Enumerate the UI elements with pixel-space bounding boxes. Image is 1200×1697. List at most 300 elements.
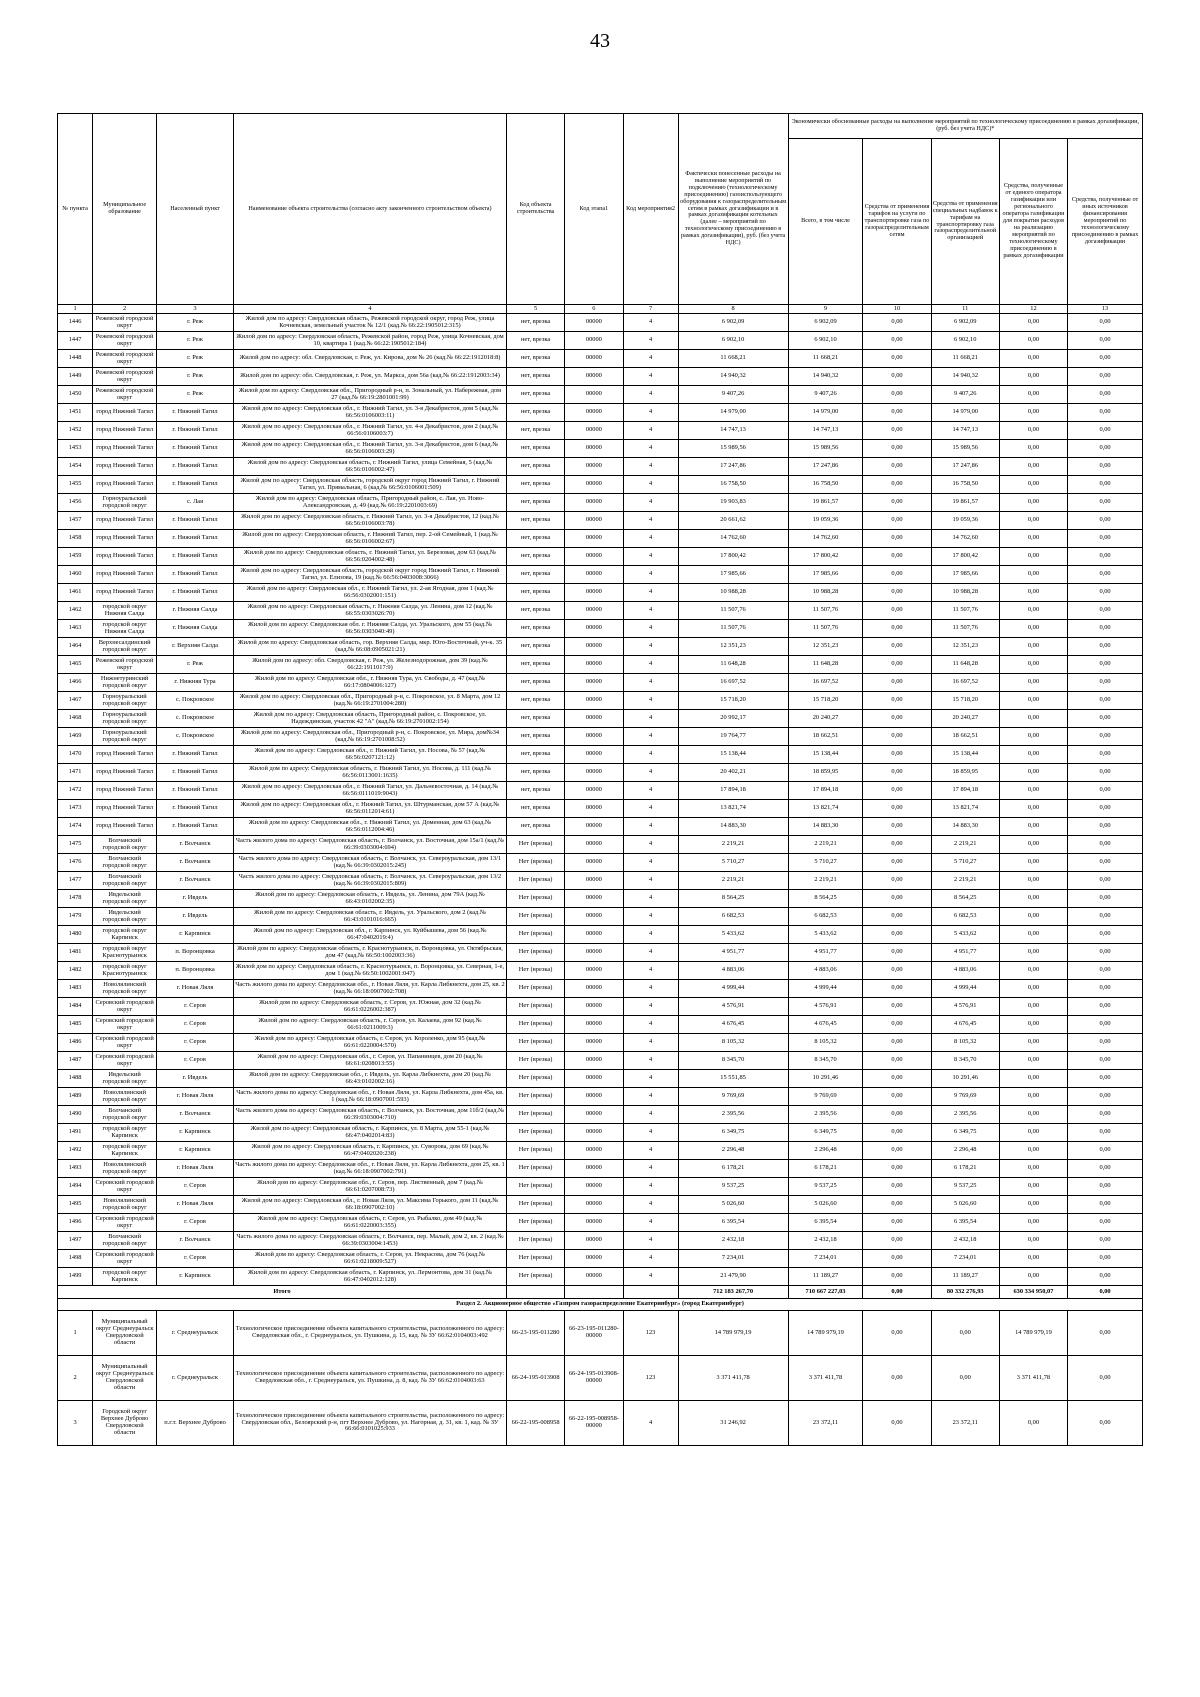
table-cell: 1459 [58, 548, 93, 566]
table-cell: 00000 [565, 494, 623, 512]
table-cell: 0,00 [999, 692, 1067, 710]
table-cell: 18 662,51 [931, 728, 999, 746]
table-cell: Жилой дом по адресу: Свердловская область, гор. Верхняя Салда, мкр. Юго-Восточный, уч-к. 35 (кад.№ 66:08:0905021:21) [234, 638, 507, 656]
table-cell: 0,00 [999, 1250, 1067, 1268]
table-cell: 16 758,50 [678, 476, 788, 494]
table-cell: 0,00 [863, 1196, 931, 1214]
table-cell: нет, врезка [506, 458, 564, 476]
table-cell: 2 296,48 [678, 1142, 788, 1160]
table-row [58, 1160, 1143, 1178]
table-cell: 0,00 [999, 422, 1067, 440]
table-cell: 1471 [58, 764, 93, 782]
table-row [58, 998, 1143, 1016]
table-cell: 0,00 [1068, 548, 1143, 566]
table-cell: 1482 [58, 962, 93, 980]
table-cell: 18 859,95 [931, 764, 999, 782]
table-cell: 0,00 [863, 566, 931, 584]
total-label: Итого [58, 1286, 507, 1299]
table-cell: город Нижний Тагил [93, 512, 157, 530]
table-cell: Часть жилого дома по адресу: Свердловская обл., г. Новая Ляля, ул. Карла Либкнехта, дом 25, кв. 1 (кад.№ 66:18:0907002:791) [234, 1160, 507, 1178]
table-cell: г. Новая Ляля [157, 1160, 234, 1178]
table-cell: 0,00 [863, 368, 931, 386]
table-cell: 00000 [565, 332, 623, 350]
table-cell: 10 988,28 [678, 584, 788, 602]
table-cell: 0,00 [1068, 998, 1143, 1016]
table-cell: 5 026,60 [931, 1196, 999, 1214]
table-cell: 1461 [58, 584, 93, 602]
table-row [58, 1070, 1143, 1088]
table-cell: 00000 [565, 1250, 623, 1268]
table-cell: 0,00 [999, 710, 1067, 728]
table-row [58, 602, 1143, 620]
table-cell: Серовский городской округ [93, 1052, 157, 1070]
table-cell: 0,00 [1068, 530, 1143, 548]
table-cell: 00000 [565, 728, 623, 746]
table-cell: Жилой дом по адресу: Свердловская область, г. Краснотурьинск, п. Воронцовка, ул. Октябрьская, дом 47 (кад.№ 66:50:1002003:36) [234, 944, 507, 962]
table-cell: 0,00 [1068, 872, 1143, 890]
table-row [58, 1401, 1143, 1446]
total-cell: 710 667 227,03 [788, 1286, 863, 1299]
table-cell: Жилой дом по адресу: Свердловская обл., г. Новая Ляля, ул. Максима Горького, дом 11 (кад.№ 66:18:0907002:10) [234, 1196, 507, 1214]
table-cell: 4 [623, 728, 678, 746]
table-cell: 14 789 979,19 [788, 1311, 863, 1356]
table-cell: 4 [623, 998, 678, 1016]
table-cell: 20 240,27 [788, 710, 863, 728]
table-cell: 00000 [565, 1214, 623, 1232]
table-row [58, 1250, 1143, 1268]
table-cell: 11 507,76 [931, 602, 999, 620]
table-cell: 11 507,76 [678, 602, 788, 620]
table-cell: 2 219,21 [678, 872, 788, 890]
table-cell: Жилой дом по адресу: Свердловская обл., г. Нижний Тагил, ул. 2-ая Ягодная, дом 1 (кад.№ 66:56:0302001:151) [234, 584, 507, 602]
table-cell: 7 234,01 [678, 1250, 788, 1268]
table-cell: 17 247,86 [788, 458, 863, 476]
table-cell: Часть жилого дома по адресу: Свердловская область, г. Волчанск, ул. Североуральская, дом 13/1 (кад.№ 66:39:0302015:245) [234, 854, 507, 872]
data-table [57, 113, 1143, 1446]
table-cell: 9 407,26 [678, 386, 788, 404]
column-number: 7 [623, 305, 678, 314]
table-cell: 14 762,60 [931, 530, 999, 548]
table-cell: 1465 [58, 656, 93, 674]
table-cell: 4 999,44 [678, 980, 788, 998]
table-cell: 10 291,46 [931, 1070, 999, 1088]
table-cell: 4 [623, 854, 678, 872]
table-cell: 0,00 [999, 1016, 1067, 1034]
table-cell: 6 178,21 [931, 1160, 999, 1178]
table-cell: 0,00 [999, 1214, 1067, 1232]
table-row [58, 422, 1143, 440]
table-cell: 1453 [58, 440, 93, 458]
table-cell: 4 999,44 [788, 980, 863, 998]
table-cell: 0,00 [999, 584, 1067, 602]
table-cell: 00000 [565, 800, 623, 818]
table-cell: 7 234,01 [931, 1250, 999, 1268]
table-cell: г. Ивдель [157, 1070, 234, 1088]
table-row [58, 854, 1143, 872]
table-cell: 0,00 [863, 818, 931, 836]
table-cell: 18 662,51 [788, 728, 863, 746]
table-cell: 1469 [58, 728, 93, 746]
table-cell: 6 349,75 [931, 1124, 999, 1142]
table-cell: 0,00 [863, 998, 931, 1016]
table-cell: 0,00 [999, 620, 1067, 638]
table-cell: 16 697,52 [678, 674, 788, 692]
table-row [58, 836, 1143, 854]
table-cell: г. Нижний Тагил [157, 548, 234, 566]
table-cell: 00000 [565, 602, 623, 620]
table-cell: Жилой дом по адресу: Свердловская обл., Пригородный р-н, п. Зональный, ул. Набережная, дом 27 (кад.№ 66:19:2801001:99) [234, 386, 507, 404]
table-cell: Жилой дом по адресу: Свердловская область, г. Серов, ул. Южная, дом 32 (кад.№ 66:61:0226002:387) [234, 998, 507, 1016]
table-cell: г. Нижняя Салда [157, 620, 234, 638]
table-cell: 0,00 [999, 602, 1067, 620]
table-cell: 6 902,10 [931, 332, 999, 350]
table-cell: 0,00 [999, 1178, 1067, 1196]
table-cell: нет, врезка [506, 764, 564, 782]
table-cell: 8 564,25 [678, 890, 788, 908]
table-cell: 1479 [58, 908, 93, 926]
table-cell: Жилой дом по адресу: обл. Свердловская, г. Реж, ул. Маркса, дом 56а (кад.№ 66:22:1912003:34) [234, 368, 507, 386]
table-cell: город Нижний Тагил [93, 782, 157, 800]
table-cell: город Нижний Тагил [93, 764, 157, 782]
table-cell: 8 345,70 [931, 1052, 999, 1070]
table-cell: 0,00 [1068, 1268, 1143, 1286]
table-cell: 0,00 [999, 1106, 1067, 1124]
table-cell: Жилой дом по адресу: Свердловская обл. г. Нижняя Салда, ул. Уральского, дом 55 (кад.№ 66:56:0303040:49) [234, 620, 507, 638]
table-cell: 1457 [58, 512, 93, 530]
table-cell: 17 247,86 [931, 458, 999, 476]
table-cell: Жилой дом по адресу: Свердловская обл., г. Нижний Тагил, ул. 3-я Декабристов, дом 6 (кад.№ 66:56:0106003:29) [234, 440, 507, 458]
table-cell: 8 105,32 [678, 1034, 788, 1052]
header-object-name: Наименование объекта строительства (согласно акту законченного строительством объекта) [234, 114, 507, 305]
table-cell: г. Серов [157, 1178, 234, 1196]
table-cell: 0,00 [999, 800, 1067, 818]
table-cell: 0,00 [1068, 1311, 1143, 1356]
table-cell: 4 [623, 1034, 678, 1052]
table-cell: 11 668,21 [788, 350, 863, 368]
table-cell: 2 395,56 [931, 1106, 999, 1124]
table-cell: 0,00 [863, 458, 931, 476]
table-cell: 14 747,13 [788, 422, 863, 440]
header-activity-code: Код мероприятия2 [623, 114, 678, 305]
table-row [58, 962, 1143, 980]
table-cell: Жилой дом по адресу: Свердловская обл., г. Нижний Тагил, ул. Дальневосточная, д. 14 (кад.№ 66:56:0111019:9043) [234, 782, 507, 800]
table-cell: 0,00 [1068, 728, 1143, 746]
table-cell: 1454 [58, 458, 93, 476]
table-cell: Нет (врезка) [506, 1160, 564, 1178]
table-cell: с. Покровское [157, 728, 234, 746]
table-cell: Нет (врезка) [506, 998, 564, 1016]
section-row [58, 1299, 1143, 1311]
table-cell: Режевской городской округ [93, 656, 157, 674]
table-cell: 0,00 [999, 656, 1067, 674]
table-cell: 1468 [58, 710, 93, 728]
table-cell: нет, врезка [506, 386, 564, 404]
table-cell: 4 [623, 602, 678, 620]
table-cell: 4 [623, 422, 678, 440]
table-cell: 12 351,23 [788, 638, 863, 656]
table-cell: 14 762,60 [788, 530, 863, 548]
table-cell: 1 [58, 1311, 93, 1356]
table-cell: Горноуральский городской округ [93, 728, 157, 746]
column-number: 4 [234, 305, 507, 314]
table-cell: 2 [58, 1356, 93, 1401]
table-cell: 0,00 [863, 1178, 931, 1196]
table-cell: 0,00 [1068, 458, 1143, 476]
table-cell: Жилой дом по адресу: Свердловская область, г. Серов, ул. Рыбалко, дом 49 (кад.№ 66:61:0220003:355) [234, 1214, 507, 1232]
table-cell: г. Новая Ляля [157, 1088, 234, 1106]
table-cell: 5 433,62 [678, 926, 788, 944]
header-point-no: № пункта [58, 114, 93, 305]
table-cell: нет, врезка [506, 512, 564, 530]
table-cell: Часть жилого дома по адресу: Свердловская обл., г. Новая Ляля, ул. Карла Либкнехта, дом 45а, кв. 1 (кад.№ 66:18:0907001:593) [234, 1088, 507, 1106]
table-cell: г. Серов [157, 998, 234, 1016]
table-cell: п. Воронцовка [157, 944, 234, 962]
table-row [58, 1052, 1143, 1070]
total-cell: 80 332 276,93 [931, 1286, 999, 1299]
table-cell: Жилой дом по адресу: Свердловская область, г. Серов, ул. Некрасова, дом 76 (кад.№ 66:61:0218009:527) [234, 1250, 507, 1268]
table-cell: городской округ Карпинск [93, 1268, 157, 1286]
table-cell: г. Нижний Тагил [157, 782, 234, 800]
table-cell: 4 [623, 926, 678, 944]
table-cell: 0,00 [999, 494, 1067, 512]
table-cell: 14 979,00 [678, 404, 788, 422]
table-cell: 0,00 [863, 962, 931, 980]
table-cell: 4 [623, 1124, 678, 1142]
table-cell: 11 507,76 [931, 620, 999, 638]
table-cell: 17 894,18 [678, 782, 788, 800]
table-cell: 0,00 [1068, 1401, 1143, 1446]
table-cell: Жилой дом по адресу: Свердловская область, Режевской район, город Реж, улица Кочневская, дом 10, квартира 1 (кад.№ 66:22:1905012:184) [234, 332, 507, 350]
table-cell: Серовский городской округ [93, 998, 157, 1016]
table-cell: 0,00 [863, 638, 931, 656]
table-cell: 00000 [565, 512, 623, 530]
table-cell: 0,00 [1068, 962, 1143, 980]
table-cell: 0,00 [999, 818, 1067, 836]
table-cell: 0,00 [863, 1016, 931, 1034]
table-row [58, 1016, 1143, 1034]
table-cell: г. Реж [157, 656, 234, 674]
table-row [58, 476, 1143, 494]
table-cell: 4 [623, 1142, 678, 1160]
table-cell: 0,00 [863, 620, 931, 638]
table-cell: 0,00 [1068, 1178, 1143, 1196]
table-cell: 6 395,54 [931, 1214, 999, 1232]
table-cell: Жилой дом по адресу: Свердловская область, г. Нижний Тагил, пер. 2-ой Семейный, 1 (кад.№ 66:56:0106002:67) [234, 530, 507, 548]
table-cell: нет, врезка [506, 674, 564, 692]
table-cell: 0,00 [1068, 350, 1143, 368]
table-cell: 0,00 [999, 1196, 1067, 1214]
table-cell: Нет (врезка) [506, 962, 564, 980]
table-cell: 21 479,90 [678, 1268, 788, 1286]
table-cell: 0,00 [1068, 1250, 1143, 1268]
table-cell: нет, врезка [506, 530, 564, 548]
table-cell: город Нижний Тагил [93, 422, 157, 440]
table-cell: Нет (врезка) [506, 836, 564, 854]
table-cell: Жилой дом по адресу: Свердловская обл., г. Нижний Тагил, ул. Доменная, дом 63 (кад.№ 66:56:0112004:46) [234, 818, 507, 836]
header-other-funds: Средства, полученные от иных источников финансирования мероприятий по технологическому присоединению в рамках догазификации [1068, 139, 1143, 305]
table-cell: 1486 [58, 1034, 93, 1052]
table-cell: городской округ Краснотурьинск [93, 962, 157, 980]
table-cell: г. Ивдель [157, 908, 234, 926]
table-cell: Режевской городской округ [93, 350, 157, 368]
table-cell: 9 407,26 [788, 386, 863, 404]
table-cell: 15 138,44 [788, 746, 863, 764]
table-cell: 2 395,56 [678, 1106, 788, 1124]
table-cell: 0,00 [1068, 1106, 1143, 1124]
table-cell: 1499 [58, 1268, 93, 1286]
table-cell: 6 902,09 [931, 314, 999, 332]
table-cell: нет, врезка [506, 494, 564, 512]
table-cell: Нет (врезка) [506, 926, 564, 944]
table-cell: 0,00 [863, 1034, 931, 1052]
table-cell: 0,00 [999, 1088, 1067, 1106]
table-cell: 0,00 [999, 1124, 1067, 1142]
table-row [58, 1124, 1143, 1142]
table-cell: г. Нижний Тагил [157, 800, 234, 818]
table-cell: 00000 [565, 350, 623, 368]
table-cell: городской округ Нижняя Салда [93, 620, 157, 638]
table-cell: г. Серов [157, 1034, 234, 1052]
table-cell: 1460 [58, 566, 93, 584]
table-cell: 1450 [58, 386, 93, 404]
table-cell: 6 178,21 [788, 1160, 863, 1178]
table-cell: г. Серов [157, 1016, 234, 1034]
table-cell: 0,00 [1068, 1356, 1143, 1401]
table-cell: 20 402,21 [678, 764, 788, 782]
table-cell: 0,00 [1068, 368, 1143, 386]
table-row [58, 1178, 1143, 1196]
table-cell: 0,00 [1068, 926, 1143, 944]
table-cell: 0,00 [863, 890, 931, 908]
table-row [58, 908, 1143, 926]
table-cell: 0,00 [863, 494, 931, 512]
table-cell: 0,00 [999, 836, 1067, 854]
table-cell: г. Нижняя Салда [157, 602, 234, 620]
table-cell: 15 138,44 [678, 746, 788, 764]
table-cell: Новолялинский городской округ [93, 1196, 157, 1214]
table-row [58, 782, 1143, 800]
table-cell: нет, врезка [506, 314, 564, 332]
table-cell: 66-24-195-013908-00000 [565, 1356, 623, 1401]
table-cell: 0,00 [999, 674, 1067, 692]
table-cell: 00000 [565, 944, 623, 962]
table-cell: Жилой дом по адресу: Свердловская область, г. Серов, ул. Калаева, дом 92 (кад.№ 66:61:0211009:3) [234, 1016, 507, 1034]
table-row [58, 512, 1143, 530]
table-cell: 0,00 [1068, 710, 1143, 728]
table-cell: 15 989,56 [931, 440, 999, 458]
table-row [58, 890, 1143, 908]
table-cell: 11 507,76 [788, 620, 863, 638]
table-cell: город Нижний Тагил [93, 530, 157, 548]
table-cell: 4 [623, 1088, 678, 1106]
table-cell: 15 551,85 [678, 1070, 788, 1088]
header-object-code: Код объекта строительства [506, 114, 564, 305]
table-cell: 18 859,95 [788, 764, 863, 782]
table-cell: 0,00 [863, 422, 931, 440]
table-cell: 0,00 [931, 1311, 999, 1356]
table-cell: 8 345,70 [788, 1052, 863, 1070]
table-cell: 17 800,42 [931, 548, 999, 566]
table-cell: 19 059,36 [931, 512, 999, 530]
table-cell: 1473 [58, 800, 93, 818]
table-cell: 0,00 [863, 386, 931, 404]
table-cell: г. Среднеуральск [157, 1311, 234, 1356]
table-cell: 0,00 [1068, 818, 1143, 836]
table-cell: 8 564,25 [931, 890, 999, 908]
table-cell: Нет (врезка) [506, 1268, 564, 1286]
table-cell: 8 564,25 [788, 890, 863, 908]
table-cell: Жилой дом по адресу: Свердловская обл., г. Нижний Тагил, ул. Носова, № 57 (кад.№ 66:56:0207121:12) [234, 746, 507, 764]
table-row [58, 926, 1143, 944]
table-cell: 4 [623, 818, 678, 836]
table-cell: 00000 [565, 836, 623, 854]
table-cell: 4 676,45 [931, 1016, 999, 1034]
table-cell: 9 537,25 [931, 1178, 999, 1196]
table-row [58, 638, 1143, 656]
total-cell: 712 183 267,70 [678, 1286, 788, 1299]
table-cell: 11 668,21 [678, 350, 788, 368]
table-cell: 14 979,00 [931, 404, 999, 422]
table-cell: Жилой дом по адресу: Свердловская обл., г. Серов, пер. Лиственный, дом 7 (кад.№ 66:61:0207008:73) [234, 1178, 507, 1196]
table-cell: 1456 [58, 494, 93, 512]
table-cell: 0,00 [863, 782, 931, 800]
table-cell: 0,00 [1068, 404, 1143, 422]
table-cell: Нет (врезка) [506, 1124, 564, 1142]
table-cell: 0,00 [863, 584, 931, 602]
table-cell: Волчанский городской округ [93, 836, 157, 854]
table-cell: 4 [623, 1016, 678, 1034]
table-row [58, 728, 1143, 746]
table-row [58, 548, 1143, 566]
table-cell: 0,00 [863, 1232, 931, 1250]
table-cell: г. Карпинск [157, 926, 234, 944]
table-cell: Нет (врезка) [506, 1196, 564, 1214]
table-cell: 0,00 [1068, 800, 1143, 818]
table-cell: г. Волчанск [157, 836, 234, 854]
table-cell: Нет (врезка) [506, 944, 564, 962]
table-cell: 6 902,10 [788, 332, 863, 350]
table-cell: 00000 [565, 476, 623, 494]
table-cell: 00000 [565, 1124, 623, 1142]
table-cell: Жилой дом по адресу: Свердловская область, городской округ город Нижний Тагил, г. Нижний Тагил, ул. Елизова, 19 (кад.№ 66:56:0403008:3066) [234, 566, 507, 584]
table-cell: 0,00 [1068, 386, 1143, 404]
table-cell: 16 697,52 [931, 674, 999, 692]
table-cell: с. Покровское [157, 692, 234, 710]
table-cell: 9 769,69 [678, 1088, 788, 1106]
table-cell: 13 821,74 [931, 800, 999, 818]
table-cell: 0,00 [1068, 1160, 1143, 1178]
table-cell: 00000 [565, 854, 623, 872]
table-cell: 15 718,20 [678, 692, 788, 710]
table-cell: 11 648,28 [931, 656, 999, 674]
table-cell: 4 999,44 [931, 980, 999, 998]
table-cell: 17 985,66 [678, 566, 788, 584]
table-cell: нет, врезка [506, 782, 564, 800]
table-cell: г. Реж [157, 332, 234, 350]
table-cell: 9 407,26 [931, 386, 999, 404]
table-cell: Жилой дом по адресу: Свердловская обл., Пригородный р-н, с. Покровское, ул. 8 Марта, дом 12 (кад.№ 66:19:2701004:280) [234, 692, 507, 710]
table-row [58, 710, 1143, 728]
table-cell: 0,00 [1068, 656, 1143, 674]
table-cell: 0,00 [863, 1106, 931, 1124]
table-cell: Жилой дом по адресу: Свердловская обл., г. Нижний Тагил, ул. 4-я Декабристов, дом 2 (кад.№ 66:56:0106003:7) [234, 422, 507, 440]
table-cell: Серовский городской округ [93, 1250, 157, 1268]
table-cell: 0,00 [1068, 566, 1143, 584]
table-cell: 0,00 [863, 746, 931, 764]
table-cell: 00000 [565, 1034, 623, 1052]
table-cell: 00000 [565, 584, 623, 602]
table-cell: 17 800,42 [788, 548, 863, 566]
